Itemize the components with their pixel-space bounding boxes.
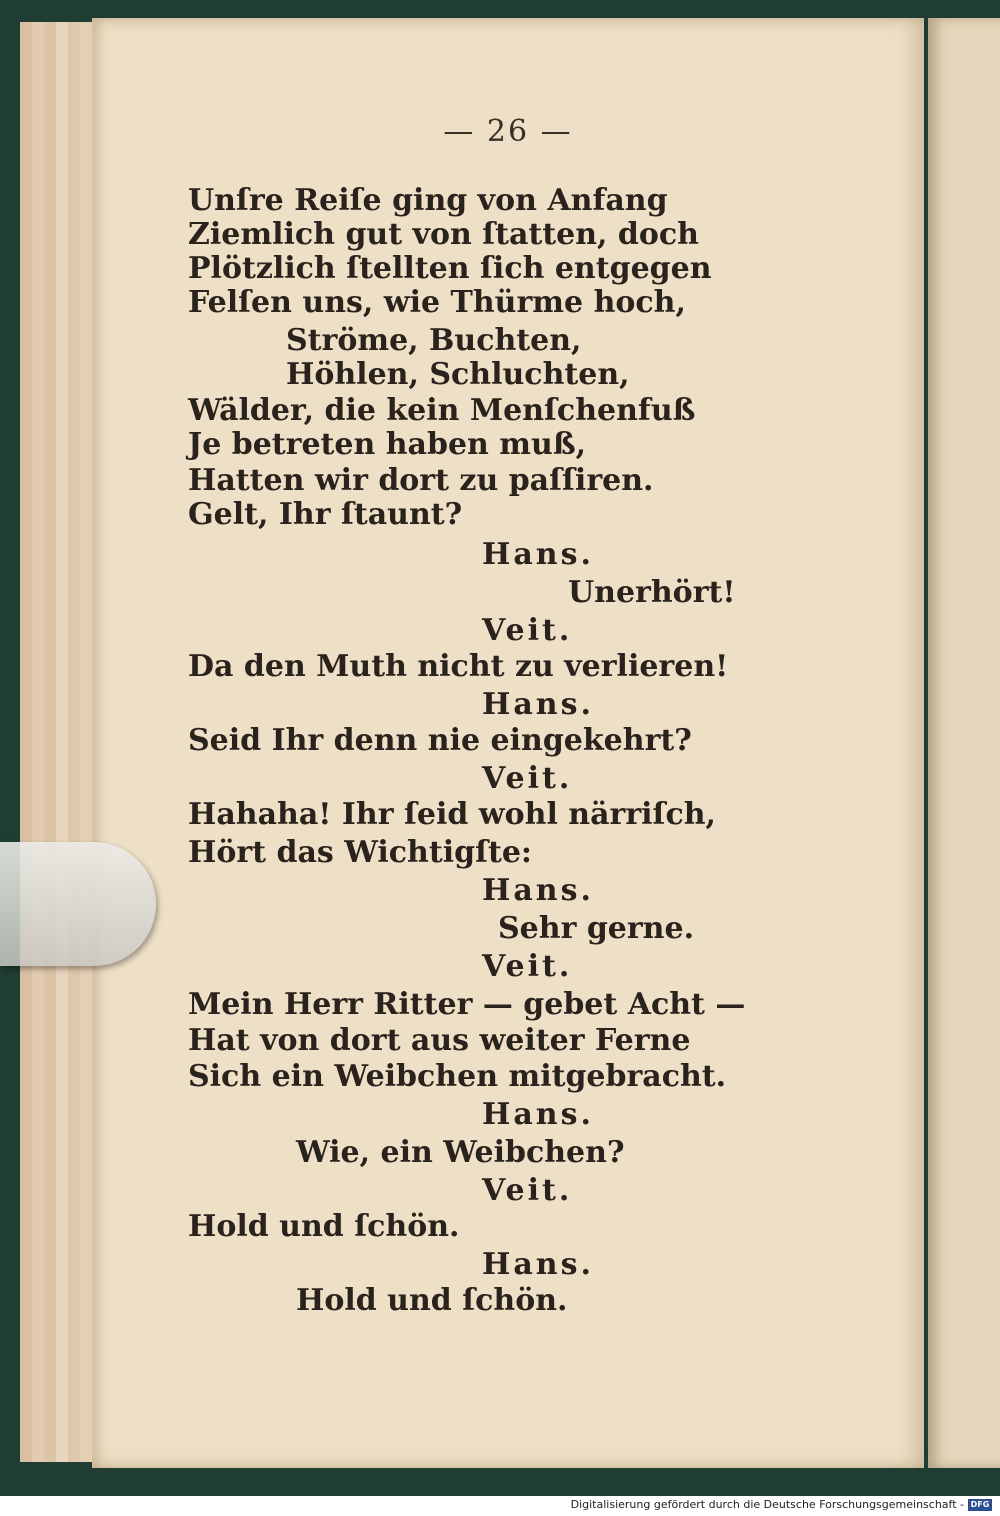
verse-line: Mein Herr Ritter — gebet Acht —	[188, 987, 746, 1022]
verse-line: Ströme, Buchten,	[286, 323, 582, 358]
verse-line: Hört das Wichtigſte:	[188, 835, 533, 870]
verse-line: Plötzlich ſtellten ſich entgegen	[188, 251, 712, 286]
verse-line: Je betreten haben muß,	[188, 427, 587, 462]
speaker-name: Hans.	[482, 687, 594, 722]
page-clip	[0, 842, 156, 966]
verse-line: Ziemlich gut von ſtatten, doch	[188, 217, 699, 252]
verse-line: Wälder, die kein Menſchenfuß	[188, 393, 696, 428]
verse-line: Unſre Reiſe ging von Anfang	[188, 183, 668, 218]
speaker-name: Hans.	[482, 1247, 594, 1282]
dfg-logo: DFG	[968, 1499, 992, 1511]
verse-line: Hat von dort aus weiter Ferne	[188, 1023, 691, 1058]
page-number: — 26 —	[443, 114, 573, 149]
speaker-name: Veit.	[482, 1173, 573, 1208]
speaker-name: Veit.	[482, 949, 573, 984]
verse-line: Seid Ihr denn nie eingekehrt?	[188, 723, 692, 758]
speaker-name: Hans.	[482, 537, 594, 572]
verse-line: Hatten wir dort zu paſſiren.	[188, 463, 654, 498]
verse-line: Höhlen, Schluchten,	[286, 357, 630, 392]
verse-line: Hahaha! Ihr ſeid wohl närriſch,	[188, 797, 716, 832]
verse-line: Sich ein Weibchen mitgebracht.	[188, 1059, 727, 1094]
verse-line: Felſen uns, wie Thürme hoch,	[188, 285, 686, 320]
speaker-name: Veit.	[482, 761, 573, 796]
verse-line: Unerhört!	[568, 575, 736, 610]
verse-line: Hold und ſchön.	[296, 1283, 568, 1318]
digitization-credit: Digitalisierung gefördert durch die Deutsche Forschungsgemeinschaft -	[570, 1498, 964, 1511]
verse-line: Hold und ſchön.	[188, 1209, 460, 1244]
verse-line: Gelt, Ihr ſtaunt?	[188, 497, 463, 532]
speaker-name: Hans.	[482, 873, 594, 908]
facing-page-edge	[928, 18, 1000, 1468]
verse-line: Da den Muth nicht zu verlieren!	[188, 649, 729, 684]
speaker-name: Veit.	[482, 613, 573, 648]
verse-line: Wie, ein Weibchen?	[296, 1135, 625, 1170]
speaker-name: Hans.	[482, 1097, 594, 1132]
verse-line: Sehr gerne.	[498, 911, 695, 946]
book-page	[92, 18, 924, 1468]
